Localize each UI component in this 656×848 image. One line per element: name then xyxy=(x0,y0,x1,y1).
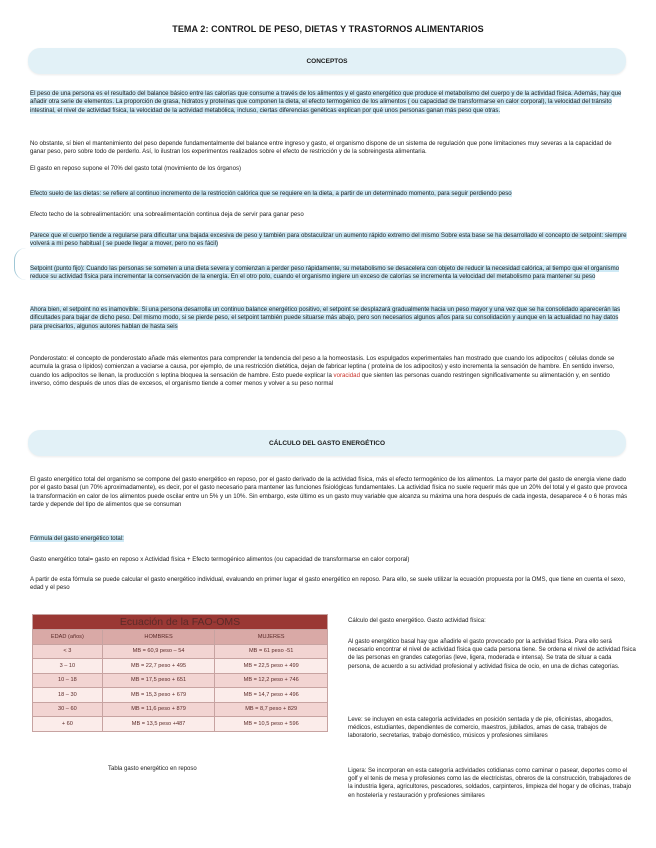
paragraph-gasto-total: El gasto energético total del organismo se compone del gasto energético en reposo, por el gasto derivado de la actividad física, más el efecto termogénico de los alimentos. La mayor parte del gasto de energía viene dado por el gasto basal (un 70% aproximadamente), es decir, por el gasto necesario para mantener las funciones fisiológicas fundamentales. La actividad física no suele requerir más que un 20% del total y el gasto que provoca la transformación en calor de los alimentos puede oscilar entre un 5% y un 10%. Sin embargo, este último es un gasto muy variable que alcanza su máxima una hora después de cada ingesta, desaparece 4 o 6 horas más tarde y depende del tipo de alimentos que se consuman xyxy=(30,476,628,509)
paragraph-setpoint-movible: Ahora bien, el setpoint no es inamovible. Si una persona desarrolla un continuo balance energético positivo, el setpoint se desplazará gradualmente hacia un peso mayor y una vez que se ha consolidado aparecerán las dificultades para bajar de dicho peso. Del mismo modo, si se pierde peso, el setpoint también puede situarse más abajo, pero son necesarios algunos años para su consolidación y aunque en la actualidad no hay datos para precisarlos, algunos autores hablan de hasta seis xyxy=(30,306,621,330)
paragraph-efecto-suelo: Efecto suelo de las dietas: se refiere al continuo incremento de la restricción calórica que se requiere en la dieta, a partir de un determinado momento, para seguir perdiendo peso xyxy=(30,190,512,197)
page-title: TEMA 2: CONTROL DE PESO, DIETAS Y TRASTORNOS ALIMENTARIOS xyxy=(172,24,484,34)
fao-table-title: Ecuación de la FAO-OMS xyxy=(33,615,328,630)
paragraph-ligera: Ligera: Se incorporan en esta categoría actividades cotidianas como caminar o pasear, deportes como el golf y el tenis de mesa y profesiones como las de electricistas, obreros de la construcción, trabajadores de la industria ligera, agricultores, pescadores, soldados, carpinteros, limpieza del hogar y de oficinas, trabajo en hostelería y restauración y profesiones similares xyxy=(348,768,632,799)
paragraph-actividad: Al gasto energético basal hay que añadirle el gasto provocado por la actividad física. Para ello será necesario encontrar el nivel de actividad física que cada persona tiene. Se ordena el nivel de actividad física de las personas en grandes categorías (leve, ligera, moderada e intensa). Se trata de situar a cada persona, de acuerdo a su actividad profesional y actividad física de ocio, en una de dichas categorías. xyxy=(348,639,636,670)
header-edad: EDAD (años) xyxy=(33,630,103,645)
table-row: < 3 MB = 60,9 peso – 54 MB = 61 peso -51 xyxy=(33,644,328,659)
header-mujeres: MUJERES xyxy=(215,630,328,645)
formula-label: Fórmula del gasto energético total: xyxy=(30,535,124,542)
paragraph-setpoint-intro: Parece que el cuerpo tiende a regularse para dificultar una bajada excesiva de peso y también para obstaculizar un aumento rápido extremo del mismo Sobre esta base se ha desarrollado el concepto de setpoint: siempre volverá a mi peso habitual ( se puede llegar a mover, pero no es fácil) xyxy=(30,232,627,248)
paragraph-peso xyxy=(30,90,628,115)
table-row: 18 – 30 MB = 15,3 peso + 679 MB = 14,7 peso + 496 xyxy=(33,688,328,703)
table-caption: Tabla gasto energético en reposo xyxy=(108,766,197,772)
section-header-calculo: CÁLCULO DEL GASTO ENERGÉTICO xyxy=(28,430,626,456)
formula: Gasto energético total= gasto en reposo x Actividad física + Efecto termogénico alimentos (ou capacidad de transformarse en calor corporal) xyxy=(30,556,410,563)
table-row: 3 – 10 MB = 22,7 peso + 495 MB = 22,5 peso + 499 xyxy=(33,659,328,674)
table-row: 10 – 18 MB = 17,5 peso + 651 MB = 12,2 peso + 746 xyxy=(33,673,328,688)
paragraph-regulacion: No obstante, sí bien el mantenimiento del peso depende fundamentalmente del balance entre ingreso y gasto, el organismo dispone de un sistema de regulación que pone limitaciones muy severas a la capacidad de ganar peso, pero sobre todo de perderlo. Así, lo ilustran los experimentos realizados sobre el efecto de restricción y de la sobreingesta alimentaria. xyxy=(30,140,612,156)
table-row: + 60 MB = 13,5 peso +487 MB = 10,5 peso + 596 xyxy=(33,717,328,732)
fao-table xyxy=(32,614,328,732)
paragraph-leve: Leve: se incluyen en esta categoría actividades en posición sentada y de pie, oficinistas, abogados, médicos, estudiantes, dependientes de comercio, maestros, jubilados, amas de casa, trabajos de laboratorio, secretarias, trabajo doméstico, músicos y profesiones similares xyxy=(348,717,613,740)
paragraph-ponderostato: Ponderostato: el concepto de ponderostato añade más elementos para comprender la tendencia del peso a la homeostasis. Los espulgados experimentales han mostrado que cuando los adipocitos ( células donde se acumula la grasa o lípidos) comienzan a vaciarse a causa, por ejemplo, de una restricción dietética, dejan de fabricar leptina ( proteína de los adipocitos) y esto incrementa la sensación de hambre. En sentido inverso, cuando los adipocitos se llenan, la producción s leptina bloquea la sensación de hambre. Esto puede explicar la voracidad que sienten las personas cuando restringen significativamente su alimentación y, en sentido inverso, cómo después de unos días de excesos, el organismo tiende a comer menos y volver a su peso normal xyxy=(30,355,615,388)
table-row: 30 – 60 MB = 11,6 peso + 879 MB = 8,7 peso + 829 xyxy=(33,702,328,717)
paragraph-oms: A partir de esta fórmula se puede calcular el gasto energético individual, evaluando en primer lugar el gasto energético en reposo. Para ello, se suele utilizar la ecuación propuesta por la OMS, que tiene en cuenta el sexo, edad y el peso xyxy=(30,576,626,592)
paragraph-efecto-techo: Efecto techo de la sobrealimentación: una sobrealimentación continua deja de servir para ganar peso xyxy=(30,211,304,218)
highlight-voracidad: voracidad xyxy=(333,371,360,379)
section-header-conceptos: CONCEPTOS xyxy=(28,48,626,74)
highlight: El peso de una persona es el resultado del balance básico entre las calorías que consume a través de los alimentos y el gasto energético que produce el metabolismo del cuerpo y de la actividad física. Además, hay que añadir otra serie de elementos. La proporción de grasa, hidratos y proteínas que componen la dieta, el efecto termogénico de los alimentos ( ou capacidad de transformarse en calor corporal), la velocidad del tránsito intestinal, el nivel de actividad física, la velocidad de la actividad metabólica, incluso, ciertas diferencias genéticas explican por qué unos personas ganan más peso que otras. xyxy=(30,90,622,114)
paragraph-setpoint: Setpoint (punto fijo): Cuando las personas se someten a una dieta severa y comienzan a perder peso rápidamente, su metabolismo se desacelera con objeto de reducir la necesidad calórica, al tiempo que el organismo reduce su actividad física para incrementar la conservación de la energía. En el otro polo, cuando el organismo ingiere un exceso de calorías se incrementa la velocidad del metabolismo para mantener su peso xyxy=(30,265,620,281)
bracket-decoration xyxy=(14,248,29,280)
header-hombres: HOMBRES xyxy=(102,630,215,645)
right-heading: Cálculo del gasto energético. Gasto actividad física: xyxy=(348,618,486,624)
paragraph-gasto-reposo: El gasto en reposo supone el 70% del gasto total (movimiento de los órganos) xyxy=(30,165,242,172)
